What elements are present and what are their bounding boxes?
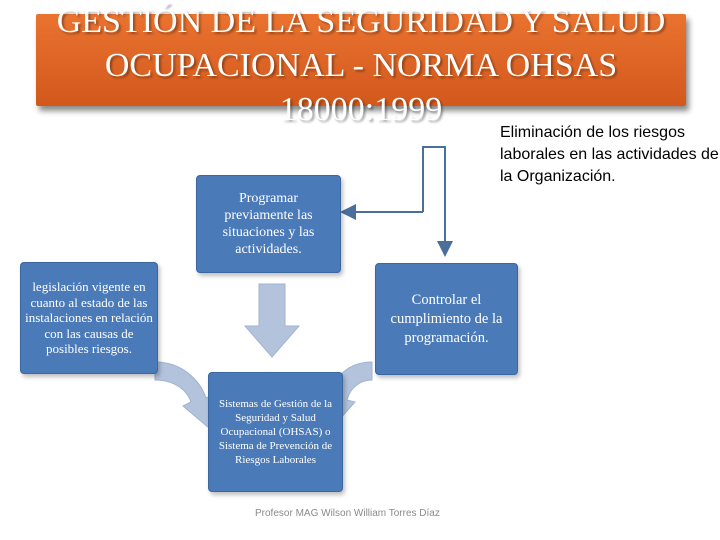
curved-arrow-left bbox=[155, 362, 214, 428]
title-line-1: GESTIÓN DE LA SEGURIDAD Y SALUD bbox=[56, 3, 666, 40]
box-sistemas-text: Sistemas de Gestión de la Seguridad y Salud Ocupacional (OHSAS) o Sistema de Prevención de Riesgos Laborales bbox=[218, 398, 333, 466]
title-line-2: OCUPACIONAL - NORMA OHSAS bbox=[104, 47, 618, 84]
footer-credit: Profesor MAG Wilson William Torres Díaz bbox=[255, 508, 440, 519]
box-programar bbox=[196, 175, 341, 273]
connector-bracket bbox=[423, 147, 445, 253]
title-line-3: 18000:1999 bbox=[279, 91, 443, 128]
down-arrow bbox=[245, 284, 299, 357]
box-sistemas bbox=[208, 372, 343, 492]
side-note-text: Eliminación de los riesgos laborales en las actividades de la Organización. bbox=[500, 124, 719, 185]
box-legislacion-text: legislación vigente en cuanto al estado de las instalaciones en relación con las causas de posibles riesgos. bbox=[25, 279, 153, 357]
box-controlar-text: Controlar el cumplimiento de la programación. bbox=[390, 291, 503, 346]
box-legislacion bbox=[20, 262, 158, 374]
box-programar-text: Programar previamente las situaciones y las actividades. bbox=[222, 191, 315, 257]
box-controlar bbox=[375, 263, 518, 375]
